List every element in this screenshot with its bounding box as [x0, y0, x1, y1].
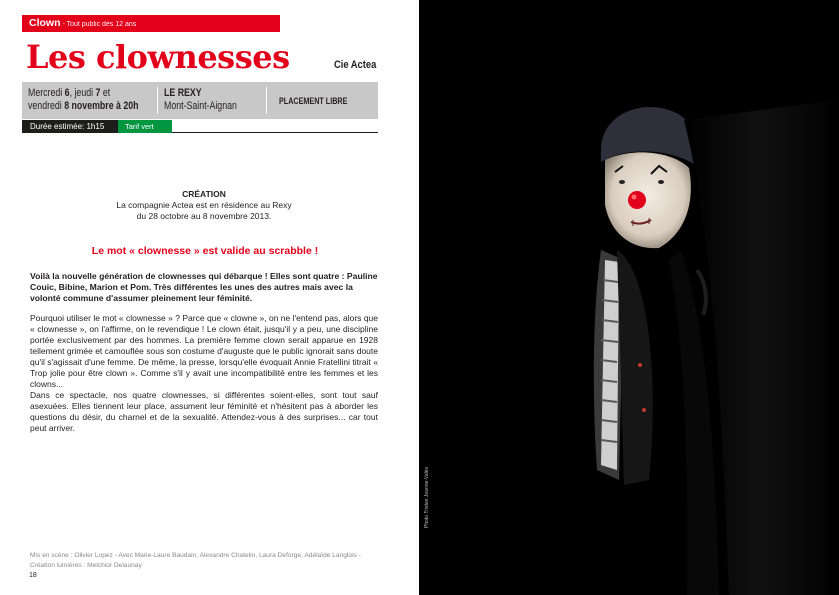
info-divider — [157, 87, 158, 114]
left-page — [0, 0, 419, 595]
show-title: Les clownesses — [26, 38, 290, 76]
creation-line: La compagnie Actea est en résidence au Rexy — [116, 200, 292, 210]
audience-label: Tout public dès 12 ans — [66, 21, 137, 28]
page-number: 18 — [29, 572, 37, 579]
photo-panel — [419, 0, 839, 595]
creation-block — [60, 189, 348, 222]
tarif-badge: Tarif vert — [118, 120, 172, 133]
seating-label: PLACEMENT LIBRE — [279, 96, 348, 106]
info-divider — [266, 87, 267, 114]
creation-line: du 28 octobre au 8 novembre 2013. — [136, 211, 272, 221]
venue-name: LE REXY — [164, 87, 202, 99]
clown-photo — [419, 0, 839, 595]
date-text: 8 novembre à 20h — [64, 100, 139, 112]
date-text: et — [100, 87, 111, 99]
creation-heading: CRÉATION — [182, 189, 226, 199]
date-text: Mercredi — [28, 87, 65, 99]
date-text: , jeudi — [69, 87, 96, 99]
venue-block — [164, 87, 237, 113]
date-text: vendredi — [28, 100, 65, 112]
rule-line — [172, 132, 378, 133]
body-text — [30, 313, 378, 434]
venue-city: Mont-Saint-Aignan — [164, 100, 237, 112]
duration-label: Durée estimée: 1h15 — [22, 120, 118, 133]
photo-credit: Photo Tristan Jeanne-Valès — [424, 466, 430, 528]
intro-paragraph: Voilà la nouvelle génération de clownesses qui débarque ! Elles sont quatre : Pauline Couic, Bibine, Marion et Pom. Très différentes les unes des autres mais avec la volonté commune d'assumer pleinement leur féminité. — [30, 271, 378, 303]
tagline: Le mot « clownesse » est valide au scrabble ! — [91, 245, 319, 257]
category-bar — [22, 15, 280, 32]
performance-dates — [28, 87, 139, 113]
category-label: Clown — [29, 17, 61, 29]
date-text: 6 — [64, 87, 70, 99]
info-band — [22, 82, 378, 119]
credits: Mis en scène : Olivier Lopez - Avec Marie-Laure Baudain, Alexandre Chatelin, Laura Deforge, Adélaïde Langlois - Création lumières : Melchior Delaunay — [30, 552, 361, 569]
body-paragraph: Pourquoi utiliser le mot « clownesse » ? Parce que « clowne », on ne l'entend pas, alors que « clownesse », on l'affirme, on le revendique ! Le clown était, jusqu'il y a peu, une discipline portée exclusivement par des hommes. La première femme clown serait apparue en 1928 tellement grimée et camouflée sous son costume d'auguste que le public ignorait sans doute qu'il s'agissait d'une femme. De même, la presse, lorsqu'elle évoquait Annie Fratellini titrait « Trop jolie pour être clown ». Comme s'il y avait une incompatibilité entre les femmes et les clowns... — [30, 313, 378, 389]
body-paragraph: Dans ce spectacle, nos quatre clownesses, si différentes soient-elles, sont tout sauf asexuées. Elles tiennent leur place, assument leur féminité et n'hésitent pas à aborder les questions du désir, du charnel et de la sexualité. Attendez-vous à des surprises... car tout peut arriver. — [30, 390, 378, 433]
category-separator: - — [60, 21, 67, 28]
company-name: Cie Actea — [334, 59, 377, 71]
date-text: 7 — [95, 87, 101, 99]
